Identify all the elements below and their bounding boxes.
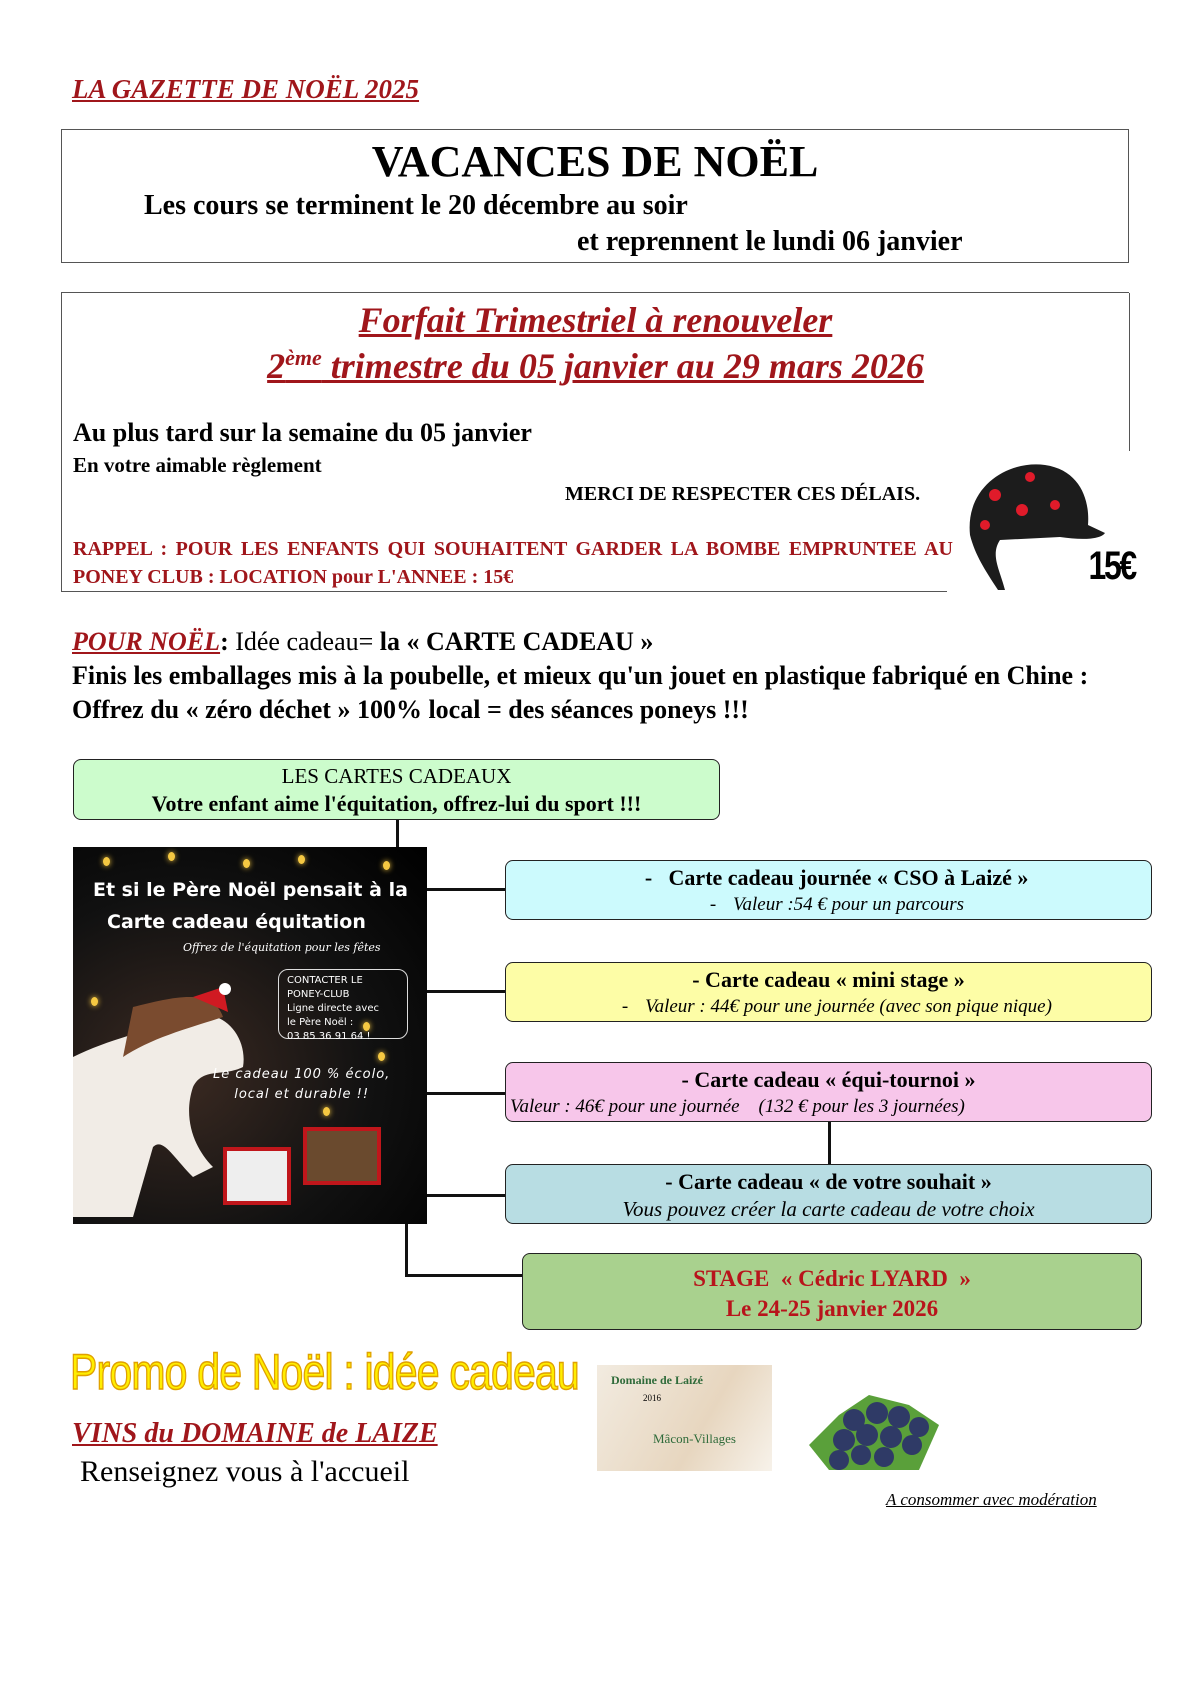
helmet-image	[960, 455, 1135, 595]
card-souhait: - Carte cadeau « de votre souhait » Vous pouvez créer la carte cadeau de votre choix	[505, 1164, 1152, 1224]
wine-label-image: Domaine de Laizé 2016 Mâcon-Villages	[597, 1365, 772, 1471]
forfait-merci: MERCI DE RESPECTER CES DÉLAIS.	[565, 483, 921, 505]
card-equi-tournoi: - Carte cadeau « équi-tournoi » Valeur : 46€ pour une journée (132 € pour les 3 journées)	[505, 1062, 1152, 1122]
vins-info: Renseignez vous à l'accueil	[80, 1455, 410, 1488]
moderation-notice: A consommer avec modération	[886, 1490, 1097, 1509]
helmet-icon	[960, 455, 1110, 595]
grapes-icon	[799, 1375, 959, 1475]
forfait-payment: En votre aimable règlement	[73, 453, 322, 477]
forfait-period: 2ème trimestre du 05 janvier au 29 mars 2026	[267, 345, 924, 386]
vacances-end: Les cours se terminent le 20 décembre au soir	[144, 190, 688, 221]
helmet-price: 15€	[1088, 544, 1135, 588]
card-mini-stage: - Carte cadeau « mini stage » - Valeur : 44€ pour une journée (avec son pique nique)	[505, 962, 1152, 1022]
promo-title: Promo de Noël : idée cadeau	[70, 1344, 579, 1400]
forfait-deadline: Au plus tard sur la semaine du 05 janvier	[73, 418, 532, 447]
gift-card-poster: Et si le Père Noël pensait à la Carte cadeau équitation Offrez de l'équitation pour les fêtes CONTACTER LE PONEY-CLUB Ligne directe avec le Père Noël : 03 85 36 91 64 ! Le cadeau 100 % écolo, local et durable !!	[73, 847, 427, 1224]
vacances-title: VACANCES DE NOËL	[371, 137, 819, 186]
forfait-rappel: RAPPEL : POUR LES ENFANTS QUI SOUHAITENT GARDER LA BOMBE EMPRUNTEE AU PONEY CLUB : LOCATION pour L'ANNEE : 15€	[73, 538, 953, 588]
grapes-image	[799, 1375, 959, 1475]
stage-cedric-lyard: STAGE « Cédric LYARD » Le 24-25 janvier 2026	[522, 1253, 1142, 1330]
gazette-title: LA GAZETTE DE NOËL 2025	[72, 74, 420, 104]
vacances-box	[61, 129, 1129, 263]
cards-header: LES CARTES CADEAUX Votre enfant aime l'équitation, offrez-lui du sport !!!	[73, 759, 720, 820]
noel-intro: POUR NOËL: Idée cadeau= la « CARTE CADEAU » Finis les emballages mis à la poubelle, et mieux qu'un jouet en plastique fabriqué en Chine : Offrez du « zéro déchet » 100% local = des séances poneys !!!	[72, 627, 1089, 724]
poster-contact: CONTACTER LE PONEY-CLUB Ligne directe avec le Père Noël : 03 85 36 91 64 !	[278, 969, 408, 1039]
vacances-restart: et reprennent le lundi 06 janvier	[577, 226, 963, 257]
vins-title: VINS du DOMAINE de LAIZE	[72, 1418, 438, 1449]
forfait-title: Forfait Trimestriel à renouveler	[358, 300, 833, 340]
card-cso: - Carte cadeau journée « CSO à Laizé » - Valeur :54 € pour un parcours	[505, 860, 1152, 920]
